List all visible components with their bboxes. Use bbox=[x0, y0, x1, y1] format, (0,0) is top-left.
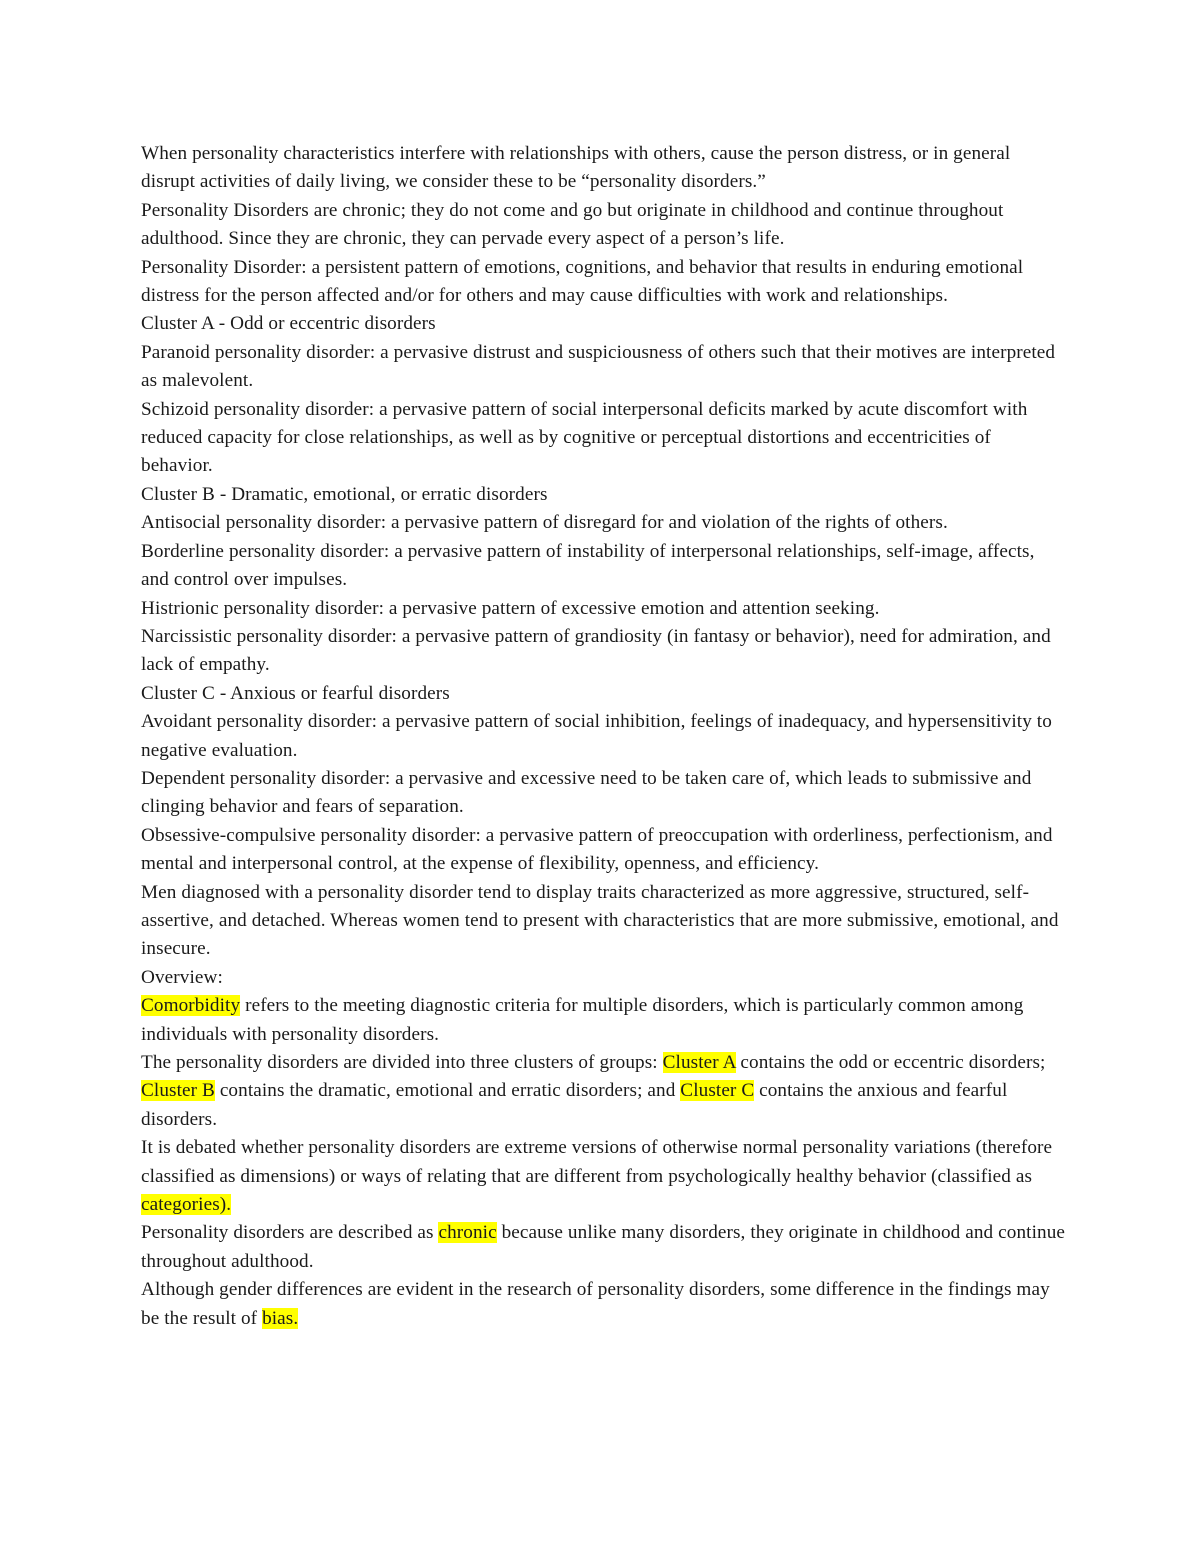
text-run: Cluster B - Dramatic, emotional, or erratic disorders bbox=[141, 483, 548, 505]
paragraph bbox=[141, 1049, 1065, 1134]
paragraph bbox=[141, 595, 1065, 623]
paragraph bbox=[141, 879, 1065, 964]
text-run: Antisocial personality disorder: a pervasive pattern of disregard for and violation of the rights of others. bbox=[141, 512, 948, 534]
text-run: contains the anxious and fearful disorders. bbox=[141, 1080, 1008, 1130]
text-run: Although gender differences are evident in the research of personality disorders, some difference in the findings may be the result of bbox=[141, 1279, 1050, 1329]
text-run: Borderline personality disorder: a pervasive pattern of instability of interpersonal relationships, self-image, affects, and control over impulses. bbox=[141, 540, 1035, 591]
paragraph bbox=[141, 339, 1065, 396]
text-run: When personality characteristics interfere with relationships with others, cause the person distress, or in general disrupt activities of daily living, we consider these to be “personality disorders.” bbox=[141, 143, 1011, 193]
paragraph bbox=[141, 481, 1065, 509]
text-run: Cluster A - Odd or eccentric disorders bbox=[141, 313, 436, 335]
highlighted-term: Cluster C bbox=[680, 1080, 755, 1102]
paragraph bbox=[141, 992, 1065, 1049]
highlighted-term: Cluster B bbox=[141, 1080, 215, 1102]
highlighted-term: bias. bbox=[262, 1307, 299, 1329]
text-run: Dependent personality disorder: a pervasive and excessive need to be taken care of, which leads to submissive and clinging behavior and fears of separation. bbox=[141, 767, 1032, 818]
paragraph bbox=[141, 1134, 1065, 1219]
text-run: Histrionic personality disorder: a pervasive pattern of excessive emotion and attention seeking. bbox=[141, 597, 880, 619]
text-run: because unlike many disorders, they originate in childhood and continue throughout adulthood. bbox=[141, 1222, 1066, 1272]
paragraph bbox=[141, 538, 1065, 595]
text-run: Men diagnosed with a personality disorder tend to display traits characterized as more aggressive, structured, self-assertive, and detached. Whereas women tend to present with characteristics that are more submissive, emotional, and insecure. bbox=[141, 881, 1059, 960]
paragraph bbox=[141, 1219, 1065, 1276]
paragraph bbox=[141, 765, 1065, 822]
text-run: Avoidant personality disorder: a pervasive pattern of social inhibition, feelings of inadequacy, and hypersensitivity to negative evaluation. bbox=[141, 711, 1052, 761]
highlighted-term: chronic bbox=[438, 1222, 497, 1244]
text-run: Paranoid personality disorder: a pervasive distrust and suspiciousness of others such that their motives are interpreted as malevolent. bbox=[141, 341, 1056, 392]
paragraph bbox=[141, 310, 1065, 338]
text-run: Overview: bbox=[141, 966, 223, 988]
paragraph bbox=[141, 1276, 1065, 1333]
paragraph bbox=[141, 964, 1065, 992]
highlighted-term: Comorbidity bbox=[141, 995, 241, 1017]
text-run: Schizoid personality disorder: a pervasive pattern of social interpersonal deficits marked by acute discomfort with reduced capacity for close relationships, as well as by cognitive or perceptual distortions and eccentricities of behavior. bbox=[141, 398, 1028, 477]
text-run: contains the odd or eccentric disorders; bbox=[735, 1052, 1046, 1073]
highlighted-term: categories). bbox=[141, 1194, 232, 1216]
text-run: Narcissistic personality disorder: a pervasive pattern of grandiosity (in fantasy or behavior), need for admiration, and lack of empathy. bbox=[141, 625, 1051, 676]
paragraph bbox=[141, 396, 1065, 481]
text-run: It is debated whether personality disorders are extreme versions of otherwise normal personality variations (therefore classified as dimensions) or ways of relating that are different from psychologically healthy behavior (classified as bbox=[141, 1137, 1053, 1187]
paragraph bbox=[141, 254, 1065, 311]
text-run: Cluster C - Anxious or fearful disorders bbox=[141, 682, 450, 704]
text-run: Obsessive-compulsive personality disorder: a pervasive pattern of preoccupation with orderliness, perfectionism, and mental and interpersonal control, at the expense of flexibility, openness, and efficiency. bbox=[141, 824, 1053, 875]
text-run: refers to the meeting diagnostic criteria for multiple disorders, which is particularly common among individuals with personality disorders. bbox=[141, 995, 1024, 1045]
paragraph bbox=[141, 197, 1065, 254]
text-run: Personality disorders are described as bbox=[141, 1222, 439, 1244]
highlighted-term: Cluster A bbox=[662, 1052, 736, 1073]
paragraph bbox=[141, 680, 1065, 708]
text-run: Personality Disorders are chronic; they do not come and go but originate in childhood and continue throughout adulthood. Since they are chronic, they can pervade every aspect of a person’s life. bbox=[141, 199, 1004, 250]
paragraph bbox=[141, 708, 1065, 765]
paragraph bbox=[141, 509, 1065, 537]
paragraph bbox=[141, 623, 1065, 680]
text-run: contains the dramatic, emotional and erratic disorders; and bbox=[214, 1080, 681, 1102]
paragraph bbox=[141, 822, 1065, 879]
paragraph bbox=[141, 140, 1065, 197]
text-run: The personality disorders are divided into three clusters of groups: bbox=[141, 1052, 663, 1073]
text-run: Personality Disorder: a persistent pattern of emotions, cognitions, and behavior that results in enduring emotional distress for the person affected and/or for others and may cause difficulties with work and relationships. bbox=[141, 256, 1024, 307]
document-body bbox=[141, 140, 1065, 1333]
